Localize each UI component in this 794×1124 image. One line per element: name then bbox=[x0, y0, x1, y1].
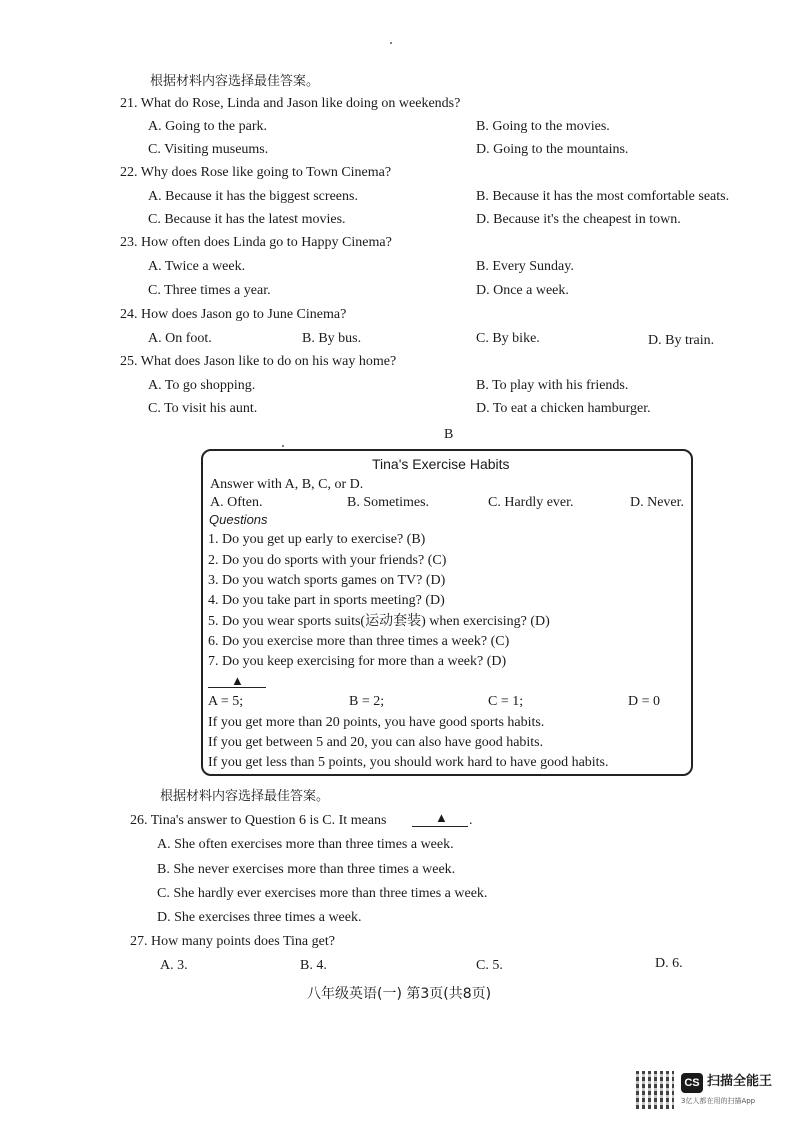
scale-b: B. Sometimes. bbox=[347, 495, 430, 510]
box-item-6: 6. Do you exercise more than three times a week? (C) bbox=[208, 634, 510, 649]
section2-instruction: 根据材料内容选择最佳答案。 bbox=[160, 789, 330, 804]
q26-option-a[interactable]: A. She often exercises more than three times a week. bbox=[157, 837, 454, 852]
box-item-7: 7. Do you keep exercising for more than a week? (D) bbox=[208, 654, 507, 669]
question-24: 24. How does Jason go to June Cinema? bbox=[120, 307, 347, 322]
q26-option-d[interactable]: D. She exercises three times a week. bbox=[157, 910, 362, 925]
q24-option-b[interactable]: B. By bus. bbox=[302, 331, 362, 346]
question-26: 26. Tina's answer to Question 6 is C. It means bbox=[130, 813, 387, 828]
box-title: Tina's Exercise Habits bbox=[372, 456, 510, 472]
result-line-1: If you get more than 20 points, you have good sports habits. bbox=[208, 715, 545, 730]
q27-option-a[interactable]: A. 3. bbox=[160, 958, 188, 973]
q27-option-c[interactable]: C. 5. bbox=[476, 958, 503, 973]
box-item-3: 3. Do you watch sports games on TV? (D) bbox=[208, 573, 446, 588]
q26-period: . bbox=[469, 813, 473, 828]
question-25: 25. What does Jason like to do on his way home? bbox=[120, 354, 397, 369]
q22-option-d[interactable]: D. Because it's the cheapest in town. bbox=[476, 212, 681, 227]
q21-option-d[interactable]: D. Going to the mountains. bbox=[476, 142, 629, 157]
q22-option-b[interactable]: B. Because it has the most comfortable seats. bbox=[476, 189, 730, 204]
box-item-4: 4. Do you take part in sports meeting? (D) bbox=[208, 593, 445, 608]
q25-option-b[interactable]: B. To play with his friends. bbox=[476, 378, 629, 393]
scale-c: C. Hardly ever. bbox=[488, 495, 574, 510]
question-23: 23. How often does Linda go to Happy Cinema? bbox=[120, 235, 392, 250]
q27-option-d[interactable]: D. 6. bbox=[655, 956, 683, 971]
box-blank-line[interactable] bbox=[208, 687, 266, 688]
scan-speck bbox=[390, 42, 392, 44]
box-blank-marker: ▲ bbox=[231, 673, 244, 688]
points-d: D = 0 bbox=[628, 694, 661, 709]
q21-option-b[interactable]: B. Going to the movies. bbox=[476, 119, 610, 134]
answer-with-line: Answer with A, B, C, or D. bbox=[210, 477, 364, 492]
q25-option-d[interactable]: D. To eat a chicken hamburger. bbox=[476, 401, 651, 416]
q26-answer-blank[interactable] bbox=[412, 826, 468, 827]
section-label-b: B bbox=[444, 427, 454, 442]
q21-option-a[interactable]: A. Going to the park. bbox=[148, 119, 267, 134]
points-a: A = 5; bbox=[208, 694, 244, 709]
q24-option-d[interactable]: D. By train. bbox=[648, 333, 715, 348]
q25-option-a[interactable]: A. To go shopping. bbox=[148, 378, 256, 393]
q22-option-a[interactable]: A. Because it has the biggest screens. bbox=[148, 189, 358, 204]
page-footer: 八年级英语(一) 第3页(共8页) bbox=[307, 986, 492, 1002]
scale-d: D. Never. bbox=[630, 495, 685, 510]
box-item-1: 1. Do you get up early to exercise? (B) bbox=[208, 532, 426, 547]
q24-option-a[interactable]: A. On foot. bbox=[148, 331, 212, 346]
q23-option-b[interactable]: B. Every Sunday. bbox=[476, 259, 574, 274]
box-item-2: 2. Do you do sports with your friends? (C) bbox=[208, 553, 447, 568]
points-b: B = 2; bbox=[349, 694, 385, 709]
result-line-2: If you get between 5 and 20, you can also have good habits. bbox=[208, 735, 544, 750]
question-21: 21. What do Rose, Linda and Jason like doing on weekends? bbox=[120, 96, 461, 111]
qr-code-icon bbox=[636, 1071, 674, 1109]
scan-speck bbox=[282, 445, 284, 447]
scale-a: A. Often. bbox=[210, 495, 263, 510]
question-27: 27. How many points does Tina get? bbox=[130, 934, 335, 949]
q21-option-c[interactable]: C. Visiting museums. bbox=[148, 142, 269, 157]
q26-option-c[interactable]: C. She hardly ever exercises more than three times a week. bbox=[157, 886, 488, 901]
q24-option-c[interactable]: C. By bike. bbox=[476, 331, 540, 346]
section1-instruction: 根据材料内容选择最佳答案。 bbox=[150, 74, 320, 89]
q23-option-c[interactable]: C. Three times a year. bbox=[148, 283, 271, 298]
result-line-3: If you get less than 5 points, you should work hard to have good habits. bbox=[208, 755, 609, 770]
camscanner-logo: CS bbox=[681, 1073, 703, 1093]
question-22: 22. Why does Rose like going to Town Cinema? bbox=[120, 165, 392, 180]
points-c: C = 1; bbox=[488, 694, 524, 709]
questions-label: Questions bbox=[209, 512, 268, 527]
q26-blank-marker: ▲ bbox=[435, 810, 448, 825]
q23-option-d[interactable]: D. Once a week. bbox=[476, 283, 569, 298]
q22-option-c[interactable]: C. Because it has the latest movies. bbox=[148, 212, 346, 227]
q26-option-b[interactable]: B. She never exercises more than three times a week. bbox=[157, 862, 456, 877]
q23-option-a[interactable]: A. Twice a week. bbox=[148, 259, 246, 274]
box-item-5: 5. Do you wear sports suits(运动套装) when exercising? (D) bbox=[208, 614, 550, 629]
watermark-title: 扫描全能王 bbox=[707, 1074, 773, 1089]
watermark-subtitle: 3亿人都在用的扫描App bbox=[681, 1097, 756, 1105]
q27-option-b[interactable]: B. 4. bbox=[300, 958, 327, 973]
q25-option-c[interactable]: C. To visit his aunt. bbox=[148, 401, 258, 416]
